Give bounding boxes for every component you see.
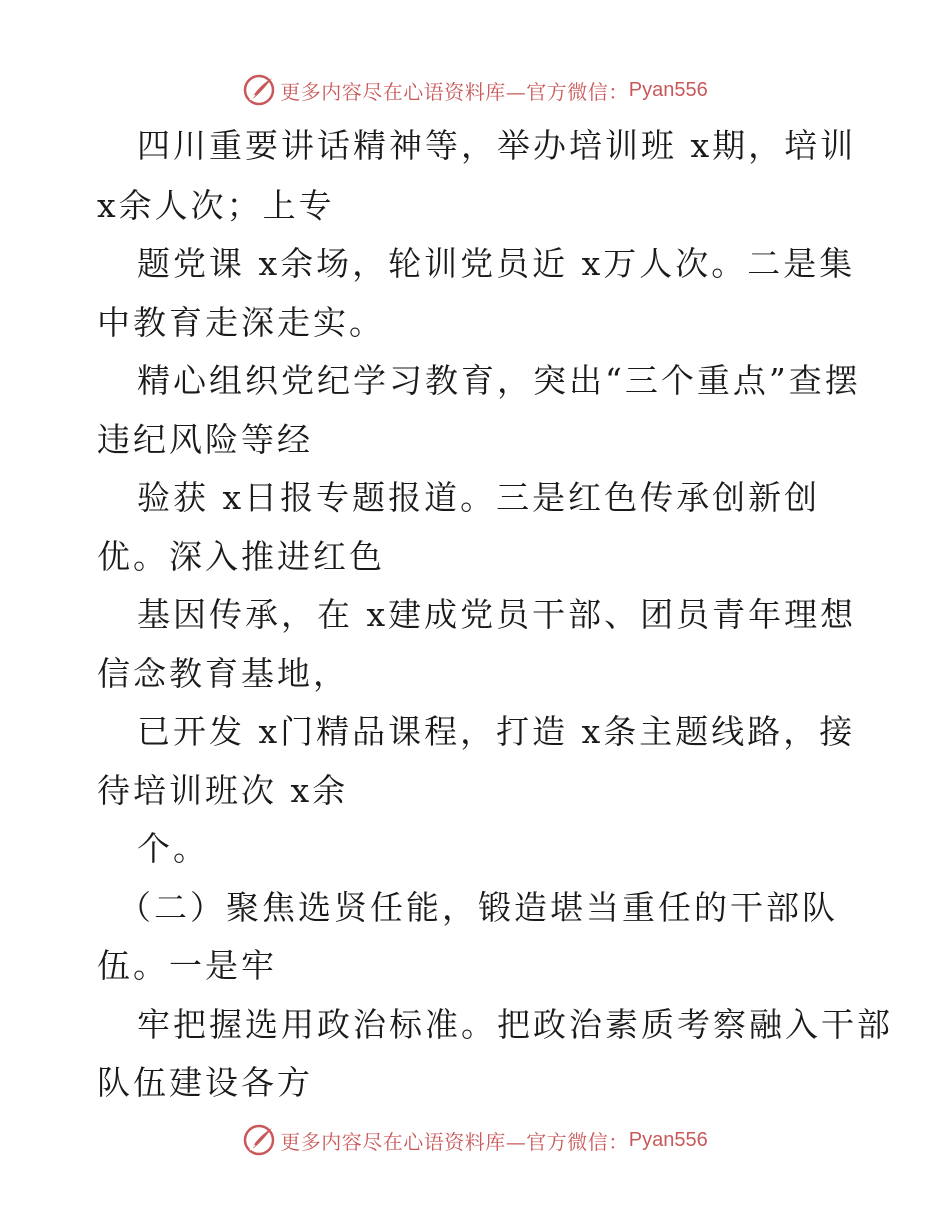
text-line: 牢把握选用政治标准。把政治素质考察融入干部 [137,1005,893,1044]
text-line: 伍。一是牢 [97,946,277,985]
text-line: 违纪风险等经 [97,420,313,459]
text-line: （二）聚焦选贤任能，锻造堪当重任的干部队 [118,888,838,927]
footer-banner [0,1120,950,1160]
banner-text: 更多内容尽在心语资料库—官方微信： [280,1129,629,1154]
banner-text: 更多内容尽在心语资料库—官方微信： [280,79,629,104]
text-line: 四川重要讲话精神等，举办培训班 x期，培训 [137,126,857,165]
text-line: 优。深入推进红色 [97,537,385,576]
quill-logo-icon [242,1123,276,1157]
quill-logo-icon [242,73,276,107]
text-line: 基因传承，在 x建成党员干部、团员青年理想 [137,595,857,634]
text-line: x余人次；上专 [97,186,335,225]
text-line: 中教育走深走实。 [97,303,385,342]
text-line: 待培训班次 x余 [97,771,349,810]
text-line: 个。 [137,829,209,868]
text-line: 已开发 x门精品课程，打造 x条主题线路，接 [137,712,856,751]
text-line: 题党课 x余场，轮训党员近 x万人次。二是集 [137,244,856,283]
banner-wechat-id: Pyan556 [628,78,708,101]
banner-wechat-id: Pyan556 [628,1128,708,1151]
text-line: 验获 x日报专题报道。三是红色传承创新创 [137,478,821,517]
text-line: 精心组织党纪学习教育，突出“三个重点”查摆 [137,361,861,400]
header-banner [0,70,950,110]
text-line: 信念教育基地， [97,654,349,693]
text-line: 队伍建设各方 [97,1063,313,1102]
